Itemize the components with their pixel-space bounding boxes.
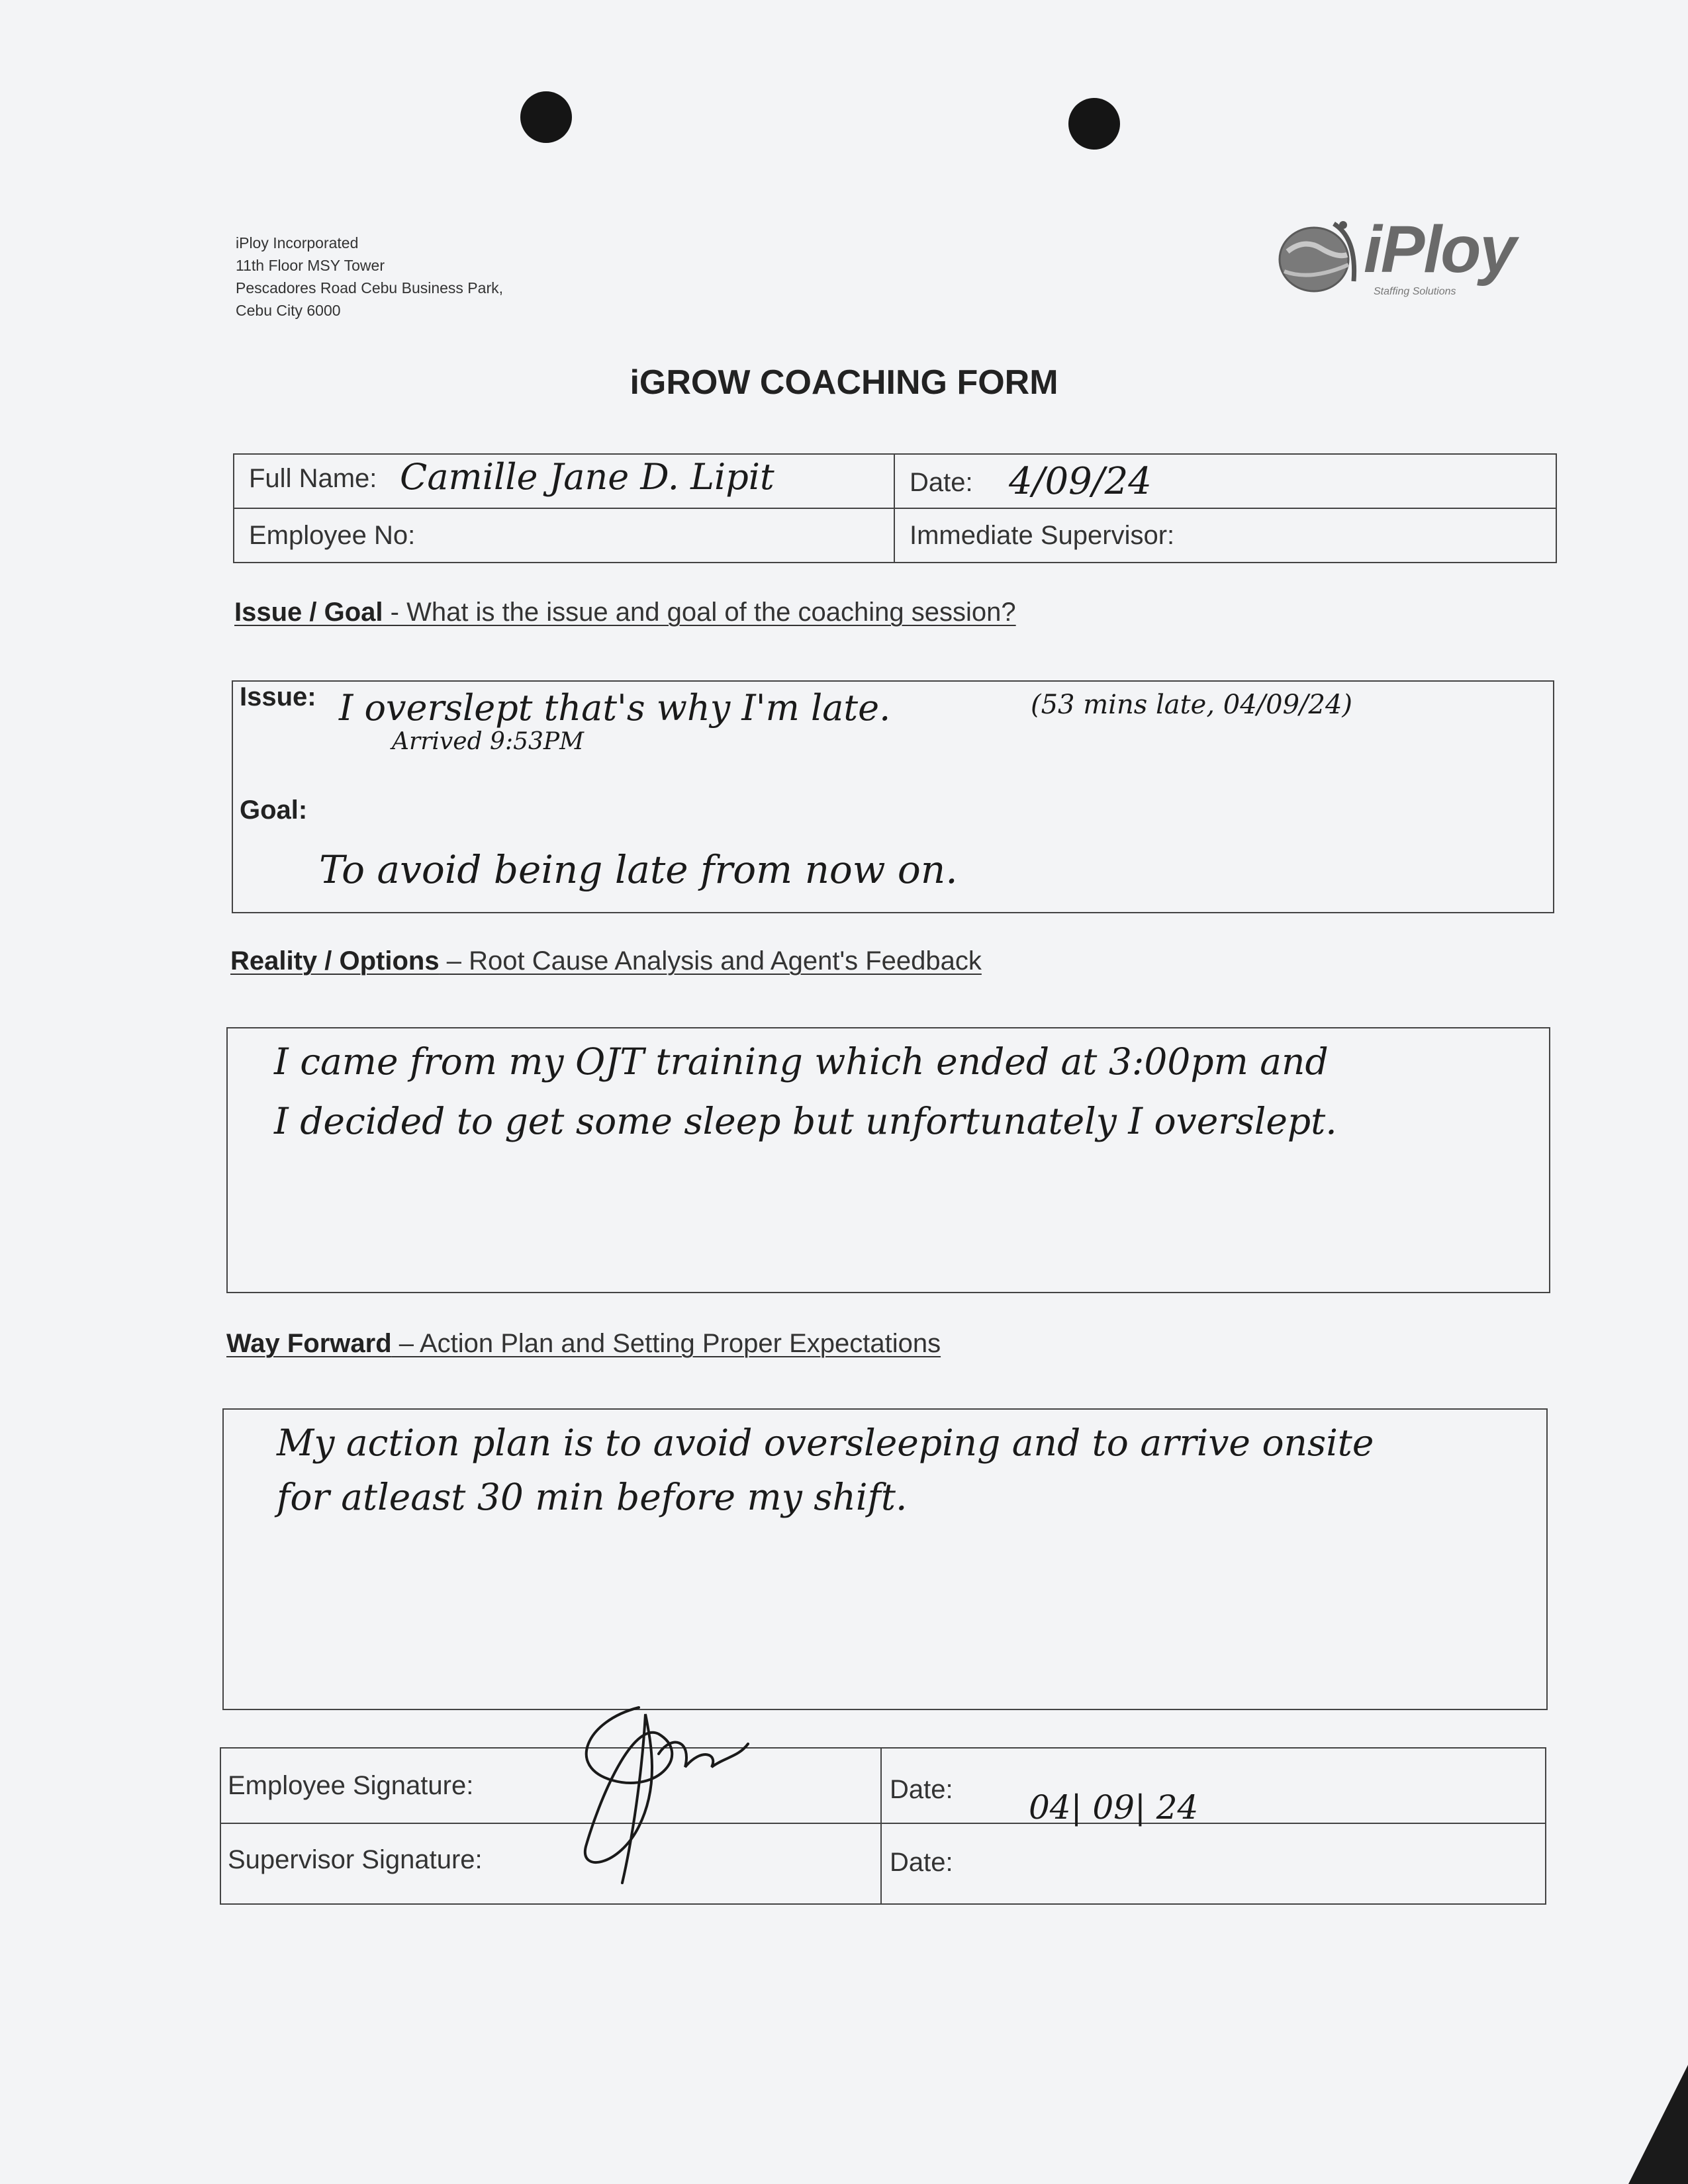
employee-date-value[interactable]: 04| 09| 24 xyxy=(1029,1788,1199,1827)
issue-goal-heading-bold: Issue / Goal xyxy=(234,598,383,627)
punch-hole xyxy=(1068,98,1120,150)
address-line: Cebu City 6000 xyxy=(236,302,341,319)
address-line: 11th Floor MSY Tower xyxy=(236,257,385,274)
date-label: Date: xyxy=(910,468,973,497)
full-name-value[interactable]: Camille Jane D. Lipit xyxy=(400,456,774,498)
way-forward-line-1[interactable]: My action plan is to avoid oversleeping and to arrive onsite xyxy=(277,1422,1374,1464)
supervisor-date-label: Date: xyxy=(890,1848,953,1877)
reality-options-heading xyxy=(230,946,982,976)
issue-text[interactable]: I overslept that's why I'm late. xyxy=(339,687,891,729)
employee-signature-label: Employee Signature: xyxy=(228,1771,474,1800)
immediate-supervisor-label: Immediate Supervisor: xyxy=(910,521,1175,550)
address-line: Pescadores Road Cebu Business Park, xyxy=(236,279,503,296)
way-forward-heading-text: – Action Plan and Setting Proper Expectations xyxy=(391,1329,941,1358)
full-name-label: Full Name: xyxy=(249,464,377,493)
company-logo xyxy=(1274,212,1539,304)
employee-info-table xyxy=(233,453,1557,563)
reality-line-2[interactable]: I decided to get some sleep but unfortunately I overslept. xyxy=(274,1100,1337,1142)
employee-signature-icon xyxy=(559,1694,758,1886)
logo-wordmark: iPloy xyxy=(1364,212,1515,287)
issue-goal-heading xyxy=(234,598,1016,627)
globe-icon xyxy=(1274,218,1360,298)
way-forward-box xyxy=(222,1408,1548,1710)
reality-options-box xyxy=(226,1027,1550,1293)
logo-tagline: Staffing Solutions xyxy=(1374,286,1456,297)
issue-label: Issue: xyxy=(240,682,316,711)
way-forward-line-2[interactable]: for atleast 30 min before my shift. xyxy=(277,1476,908,1518)
page-corner-fold xyxy=(1628,2065,1688,2184)
supervisor-signature-label: Supervisor Signature: xyxy=(228,1845,483,1874)
way-forward-heading-bold: Way Forward xyxy=(226,1329,392,1358)
goal-text[interactable]: To avoid being late from now on. xyxy=(319,847,958,892)
date-value[interactable]: 4/09/24 xyxy=(1009,460,1152,503)
employee-date-label: Date: xyxy=(890,1775,953,1804)
form-title: iGROW COACHING FORM xyxy=(630,363,1058,402)
punch-hole xyxy=(520,91,572,143)
signature-table xyxy=(220,1747,1546,1905)
issue-goal-heading-text: - What is the issue and goal of the coaching session? xyxy=(383,598,1016,627)
reality-options-heading-bold: Reality / Options xyxy=(230,946,440,976)
issue-goal-box xyxy=(232,680,1554,913)
issue-subnote[interactable]: Arrived 9:53PM xyxy=(392,728,584,755)
reality-line-1[interactable]: I came from my OJT training which ended at 3:00pm and xyxy=(274,1040,1329,1083)
reality-options-heading-text: – Root Cause Analysis and Agent's Feedback xyxy=(439,946,982,976)
employee-no-label: Employee No: xyxy=(249,521,416,550)
way-forward-heading xyxy=(226,1329,941,1359)
company-address xyxy=(236,232,503,322)
issue-note[interactable]: (53 mins late, 04/09/24) xyxy=(1031,690,1353,720)
goal-label: Goal: xyxy=(240,796,308,825)
address-line: iPloy Incorporated xyxy=(236,234,359,251)
